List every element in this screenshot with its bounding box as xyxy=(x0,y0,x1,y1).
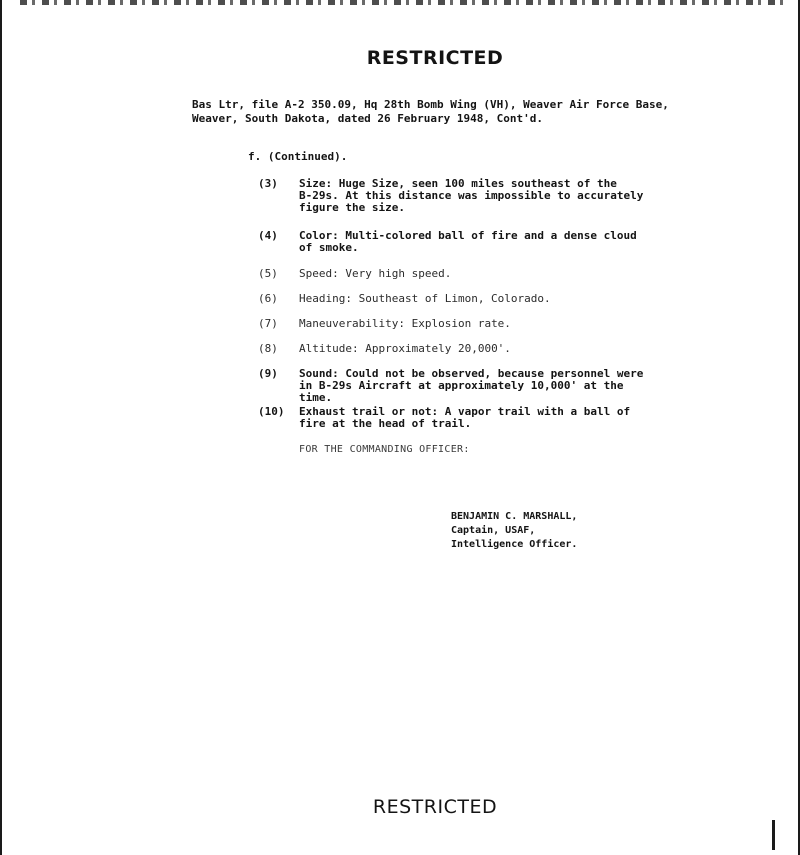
item-label: Heading: xyxy=(299,292,352,305)
item-number: (4) xyxy=(258,229,278,242)
item-text: Very high speed. xyxy=(345,267,452,280)
item-number: (6) xyxy=(258,292,278,305)
item-label: Exhaust trail or not: xyxy=(299,405,439,418)
letter-reference xyxy=(192,98,669,126)
item-label: Altitude: xyxy=(299,342,359,355)
item-text: Explosion rate. xyxy=(411,317,511,330)
reference-line-1: Bas Ltr, file A-2 350.09, Hq 28th Bomb Wing (VH), Weaver Air Force Base, xyxy=(192,98,669,111)
scan-top-edge xyxy=(20,0,790,5)
section-label: f. (Continued). xyxy=(248,150,348,163)
signer-title: Intelligence Officer. xyxy=(451,539,578,550)
item-text: Multi-colored ball of fire and a dense cloud of smoke. xyxy=(299,229,637,254)
item-label: Color: xyxy=(299,229,339,242)
item-number: (7) xyxy=(258,317,278,330)
reference-line-2: Weaver, South Dakota, dated 26 February 1948, Cont'd. xyxy=(192,112,543,125)
item-number: (5) xyxy=(258,267,278,280)
signer-name: BENJAMIN C. MARSHALL, xyxy=(451,511,578,522)
scan-edge-mark xyxy=(772,820,775,850)
item-number: (9) xyxy=(258,367,278,380)
item-text: Southeast of Limon, Colorado. xyxy=(358,292,551,305)
item-text: Huge Size, seen 100 miles southeast of the B-29s. At this distance was impossible to accurately figure the size. xyxy=(299,177,644,214)
item-label: Size: xyxy=(299,177,333,190)
signer-rank: Captain, USAF, xyxy=(451,525,536,536)
item-number: (10) xyxy=(258,405,285,418)
item-text: Approximately 20,000'. xyxy=(365,342,511,355)
item-label: Maneuverability: xyxy=(299,317,405,330)
item-text: A vapor trail with a ball of fire at the head of trail. xyxy=(299,405,631,430)
item-label: Sound: xyxy=(299,367,339,380)
item-label: Speed: xyxy=(299,267,339,280)
item-number: (3) xyxy=(258,177,278,190)
item-text: Could not be observed, because personnel were in B-29s Aircraft at approximately 10,000' at the time. xyxy=(299,367,644,404)
closing-line: FOR THE COMMANDING OFFICER: xyxy=(299,444,470,455)
signature-block xyxy=(451,510,577,552)
item-number: (8) xyxy=(258,342,278,355)
classification-header: RESTRICTED xyxy=(366,47,504,69)
classification-footer: RESTRICTED xyxy=(372,796,498,818)
